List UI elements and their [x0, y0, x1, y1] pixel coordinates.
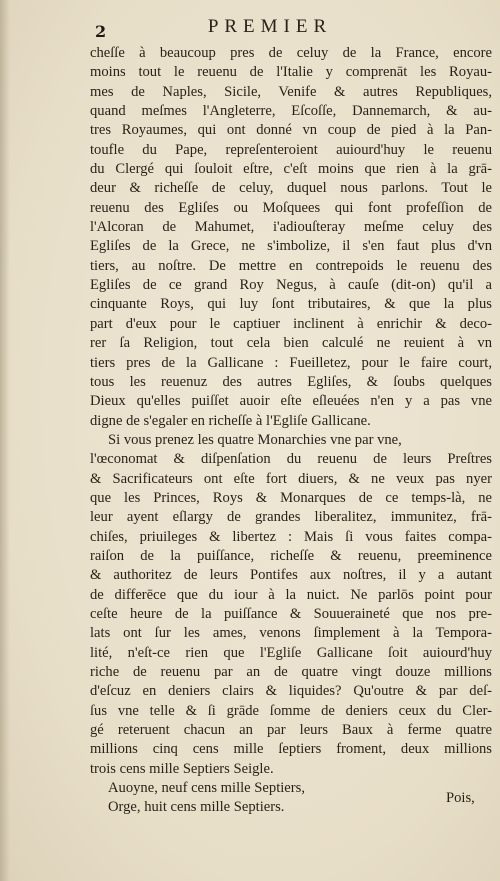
text-line: millions cinq cens mille ſeptiers froment, deux millions	[90, 741, 492, 758]
text-line: l'Alcoran de Mahumet, i'adiouſteray meſme celuy des	[90, 219, 492, 236]
list-line: Orge, huit cens mille Septiers.	[108, 799, 285, 816]
text-line: gé reteruent chacun an par leurs Baux à ferme quatre	[90, 722, 492, 739]
text-line: raiſon de la puiſſance, richeſſe & reuenu, preeminence	[90, 547, 492, 564]
page-gutter-shadow	[0, 0, 10, 881]
text-line: mes de Naples, Sicile, Venife & autres Republiques,	[90, 83, 492, 100]
text-line: tiers pres de la Gallicane : Fueilletez, pour le faire court,	[90, 354, 492, 371]
text-line: riche de reuenu par an de quatre vingt douze millions	[90, 664, 492, 680]
text-line: tiers, au noſtre. De mettre en contrepoids le reuenu des	[90, 257, 492, 274]
text-line: du Clergé qui ſouloit eſtre, c'eſt moins que rien à la grā-	[90, 161, 492, 178]
text-line: ſus vne telle & ſi grāde ſomme de deniers ceux du Cler-	[90, 702, 492, 719]
text-line: tous les reuenuz des autres Egliſes, & ſoubs quelques	[90, 373, 492, 390]
text-line: Dieux qu'elles puiſſet auoir eſte eſleuées n'en y a pas vne	[90, 393, 492, 410]
text-line: leur ayent eſlargy de grandes liberalitez, immunitez, frā-	[90, 509, 492, 526]
text-line: & Sacrificateurs ont eſte fort diuers, & ne veux pas nyer	[90, 470, 492, 487]
text-line: trois cens mille Septiers Seigle.	[90, 760, 274, 777]
page-header	[0, 16, 500, 42]
text-line: & authoritez de leurs Pontifes aux noſtres, il y a autant	[90, 567, 492, 584]
text-line: ceſte heure de la puiſſance & Souueraineté que nos pre-	[90, 605, 492, 622]
text-line: moins tout le reuenu de l'Italie y comprenāt les Royau-	[90, 64, 492, 81]
text-line: que les Princes, Roys & Monarques de ce temps-là, ne	[90, 489, 492, 506]
text-line: toufle du Pape, repreſenteroient auiourd'huy le reuenu	[90, 141, 492, 158]
text-line: part d'eux pour le captiuer inclinent à enrichir & deco-	[90, 315, 492, 332]
text-line: quand meſmes l'Angleterre, Eſcoſſe, Dannemarch, & au-	[90, 103, 492, 120]
text-line: chiſes, priuileges & libertez : Mais ſi vous faites compa-	[90, 528, 492, 545]
running-head: PREMIER	[207, 16, 333, 37]
text-line: Egliſes de la Grece, ne s'imbolize, il s'en faut plus d'vn	[90, 238, 492, 255]
text-line: reuenu des Egliſes ou Moſquees qui font profeſſion de	[90, 199, 492, 216]
list-line: Auoyne, neuf cens mille Septiers,	[108, 780, 305, 797]
text-line: de differēce que du iour à la nuict. Ne parlōs point pour	[90, 586, 492, 603]
text-line: digne de s'egaler en richeſſe à l'Egliſe Gallicane.	[90, 412, 371, 429]
page-number: 2	[95, 22, 107, 41]
text-line: lats ont ſur les ames, venons ſimplement à la Tempora-	[90, 625, 492, 642]
paragraph-start-line: Si vous prenez les quatre Monarchies vne par vne,	[108, 431, 402, 448]
body-text	[90, 44, 492, 818]
text-line: tres Royaumes, qui ont donné vn coup de pied à la Pan-	[90, 122, 492, 139]
text-line: Egliſes de ce grand Roy Negus, à cauſe (dit-on) qu'il a	[90, 277, 492, 294]
text-line: lité, n'eſt-ce rien que l'Egliſe Gallicane ſoit auiourd'huy	[90, 644, 492, 661]
text-line: rer ſa Religion, tout cela bien calculé ne reuient à vn	[90, 335, 492, 352]
text-line: deur & richeſſe de celuy, duquel nous parlons. Tout le	[90, 180, 492, 197]
text-line: d'eſcuz en deniers clairs & liquides? Qu'outre & par deſ-	[90, 683, 492, 700]
catchword: Pois,	[446, 790, 475, 806]
text-line: l'œconomat & diſpenſation du reuenu de leurs Preſtres	[90, 451, 492, 468]
text-line: cheſſe à beaucoup pres de celuy de la France, encore	[90, 45, 492, 61]
text-line: cinquante Roys, qui luy ſont tributaires, & que la plus	[90, 296, 492, 313]
